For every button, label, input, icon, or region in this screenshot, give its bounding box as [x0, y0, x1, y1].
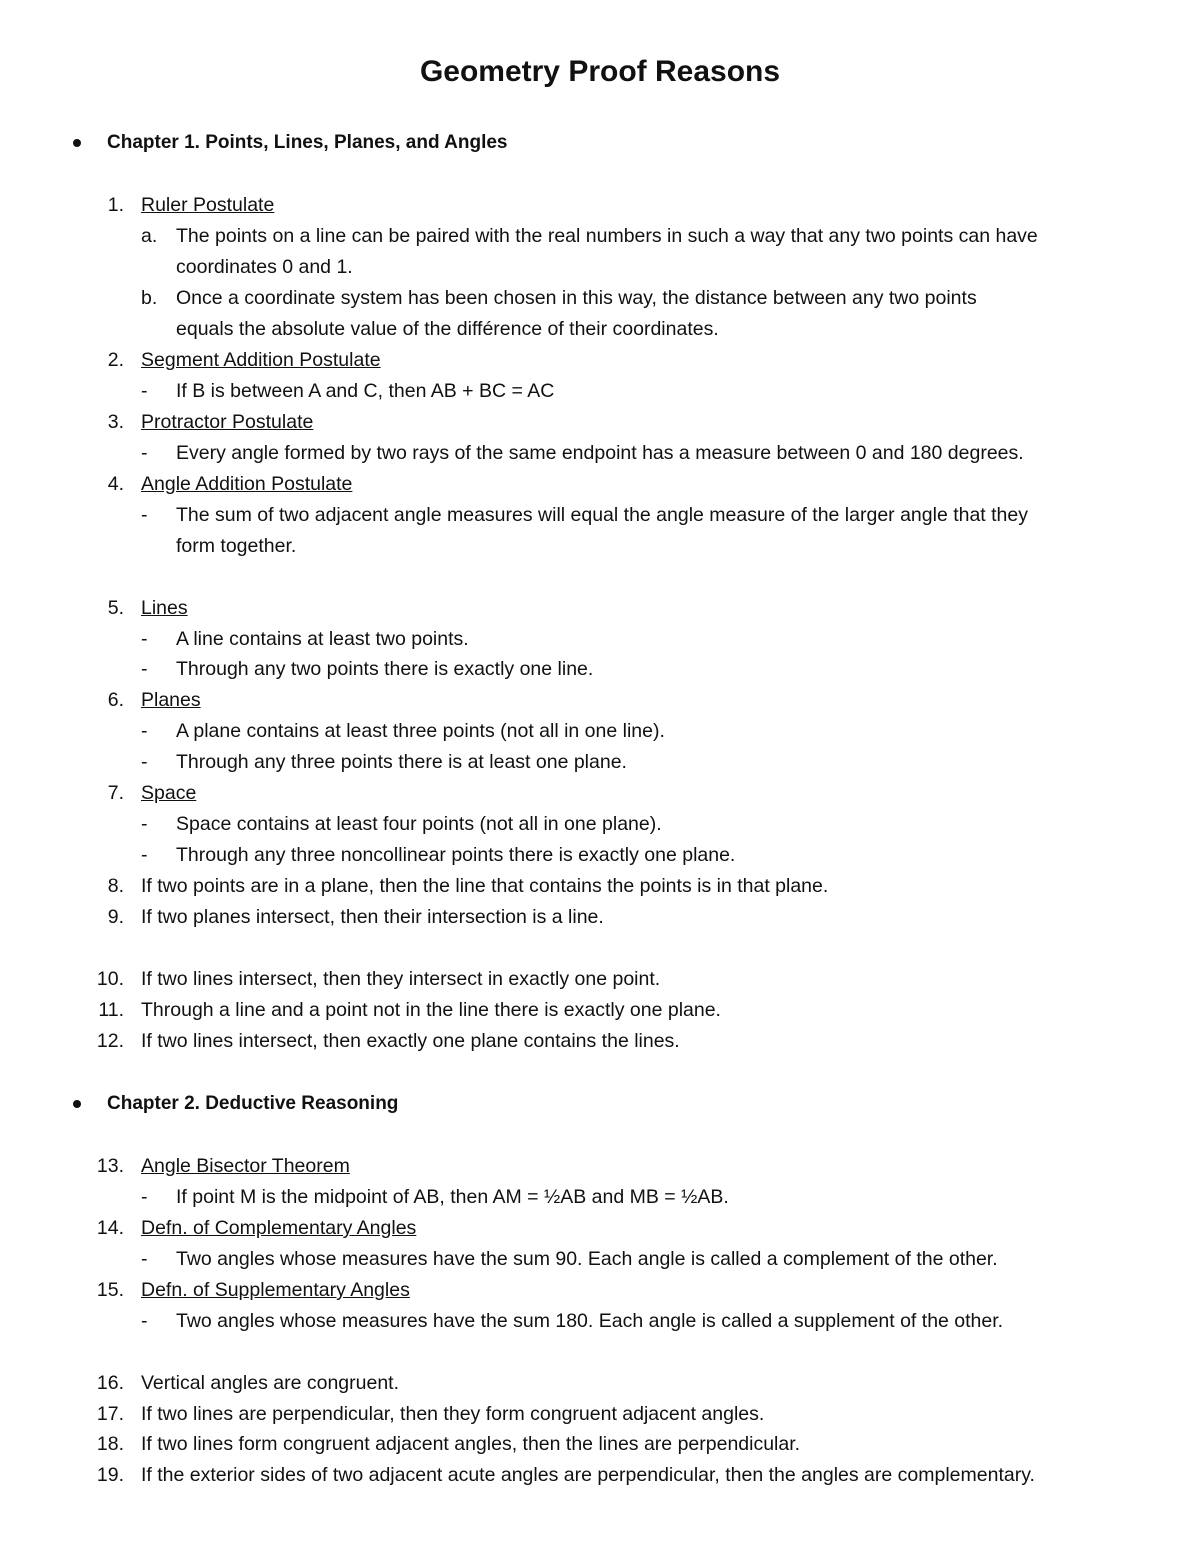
page-title: Geometry Proof Reasons: [419, 55, 781, 88]
bullet-icon: [73, 139, 81, 147]
bullet-icon: [73, 1100, 81, 1108]
